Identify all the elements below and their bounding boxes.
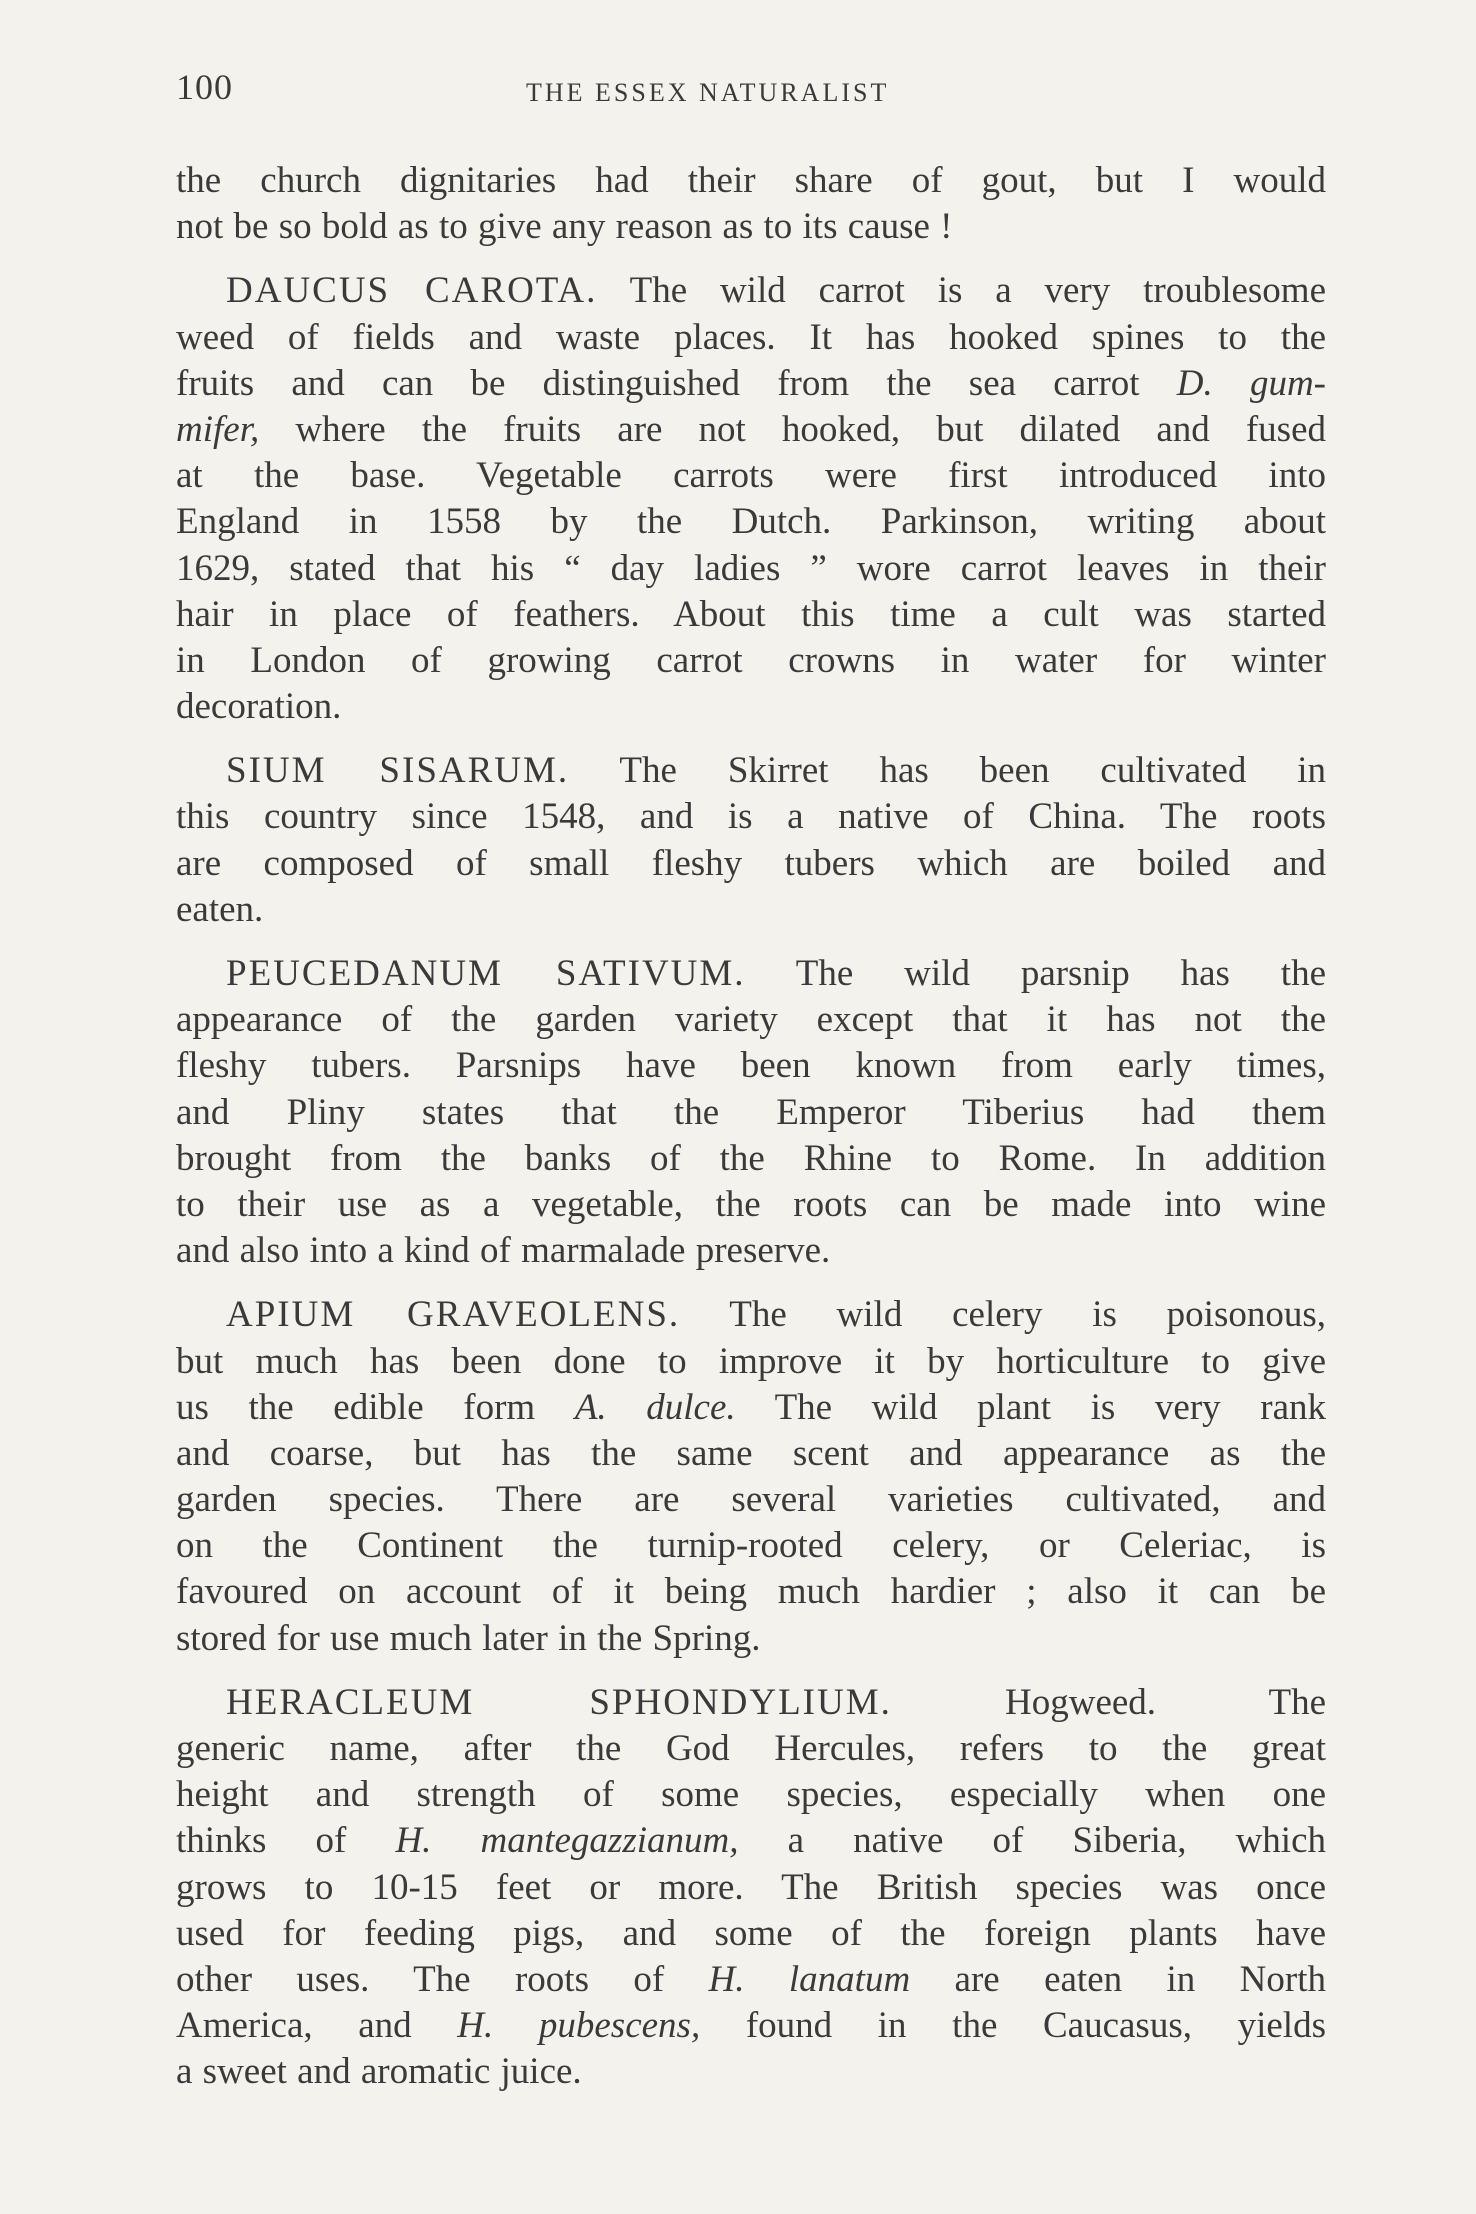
paragraph-apium-graveolens [176,1292,1326,1662]
text-line: America, and H. pubescens, found in the Caucasus, yields [176,2005,1326,2047]
species-heading: SIUM SISARUM. [226,750,570,792]
paragraph-sium-sisarum [176,748,1326,933]
text-line: and coarse, but has the same scent and appearance as the [176,1432,1326,1474]
text-line: garden species. There are several varieties cultivated, and [176,1479,1326,1521]
text-line: grows to 10-15 feet or more. The British species was once [176,1866,1326,1908]
text-line: 1629, stated that his “ day ladies ” wore carrot leaves in their [176,547,1326,589]
text-line: the church dignitaries had their share of gout, but I would [176,160,1326,201]
text-line: and Pliny states that the Emperor Tiberius had them [176,1091,1326,1133]
text-line: are composed of small fleshy tubers which are boiled and [176,842,1326,884]
text-line: to their use as a vegetable, the roots can be made into wine [176,1183,1326,1225]
text-line: and also into a kind of marmalade preserve. [176,1230,831,1272]
text-line: decoration. [176,686,342,728]
species-italic: D. gum- [1176,362,1326,404]
text-line: thinks of H. mantegazzianum, a native of Siberia, which [176,1820,1327,1862]
text-line: on the Continent the turnip-rooted celery, or Celeriac, is [176,1525,1326,1567]
text-line: England in 1558 by the Dutch. Parkinson, writing about [176,501,1326,543]
text-line: favoured on account of it being much hardier ; also it can be [176,1571,1326,1613]
species-heading: PEUCEDANUM SATIVUM. [226,953,746,994]
text-line: stored for use much later in the Spring. [176,1617,761,1659]
text-line: used for feeding pigs, and some of the foreign plants have [176,1912,1326,1954]
species-heading: DAUCUS CAROTA. [226,270,598,312]
text-line: fruits and can be distinguished from the sea carrot D. gum- [176,362,1326,404]
paragraph-daucus-carota [176,268,1326,730]
species-heading: APIUM GRAVEOLENS. [226,1294,681,1336]
text-line: HERACLEUM SPHONDYLIUM. Hogweed. The [226,1681,1326,1723]
text-line: us the edible form A. dulce. The wild plant is very rank [176,1386,1326,1428]
paragraph-peucedanum-sativum [176,951,1326,1274]
page-header [176,66,1326,116]
text-line: PEUCEDANUM SATIVUM. The wild parsnip has the [226,953,1327,994]
text-line: eaten. [176,888,264,930]
species-italic: A. dulce. [574,1386,736,1428]
text-line: fleshy tubers. Parsnips have been known from early times, [176,1045,1326,1087]
species-heading: HERACLEUM SPHONDYLIUM. [226,1681,892,1723]
text-line: appearance of the garden variety except that it has not the [176,999,1326,1041]
text-line: other uses. The roots of H. lanatum are eaten in North [176,1958,1326,2000]
body-text [176,158,1326,2096]
text-line: APIUM GRAVEOLENS. The wild celery is poisonous, [226,1294,1326,1336]
text-line: but much has been done to improve it by horticulture to give [176,1340,1326,1382]
text-line: height and strength of some species, especially when one [176,1774,1326,1816]
text-line: in London of growing carrot crowns in water for winter [176,639,1326,681]
text-line: weed of fields and waste places. It has hooked spines to the [176,316,1326,358]
text-line: DAUCUS CAROTA. The wild carrot is a very troublesome [226,270,1326,312]
text-line: generic name, after the God Hercules, refers to the great [176,1728,1326,1769]
paragraph-gout [176,158,1326,250]
paragraph-heracleum-sphondylium [176,1680,1326,2096]
species-italic: H. pubescens, [457,2005,701,2047]
text-line: at the base. Vegetable carrots were first introduced into [176,455,1326,497]
running-head: THE ESSEX NATURALIST [526,78,890,107]
text-line: hair in place of feathers. About this time a cult was started [176,593,1326,635]
text-line: mifer, where the fruits are not hooked, but dilated and fused [176,408,1326,450]
species-italic: H. mantegazzianum, [395,1820,739,1862]
text-line: this country since 1548, and is a native of China. The roots [176,796,1326,838]
species-italic: H. lanatum [708,1958,911,2000]
page-number: 100 [176,67,233,107]
text-line: brought from the banks of the Rhine to Rome. In addition [176,1137,1326,1179]
text-line: SIUM SISARUM. The Skirret has been cultivated in [226,750,1326,792]
text-line: not be so bold as to give any reason as to its cause ! [176,206,953,248]
species-italic: mifer, [176,408,260,450]
text-line: a sweet and aromatic juice. [176,2051,582,2093]
